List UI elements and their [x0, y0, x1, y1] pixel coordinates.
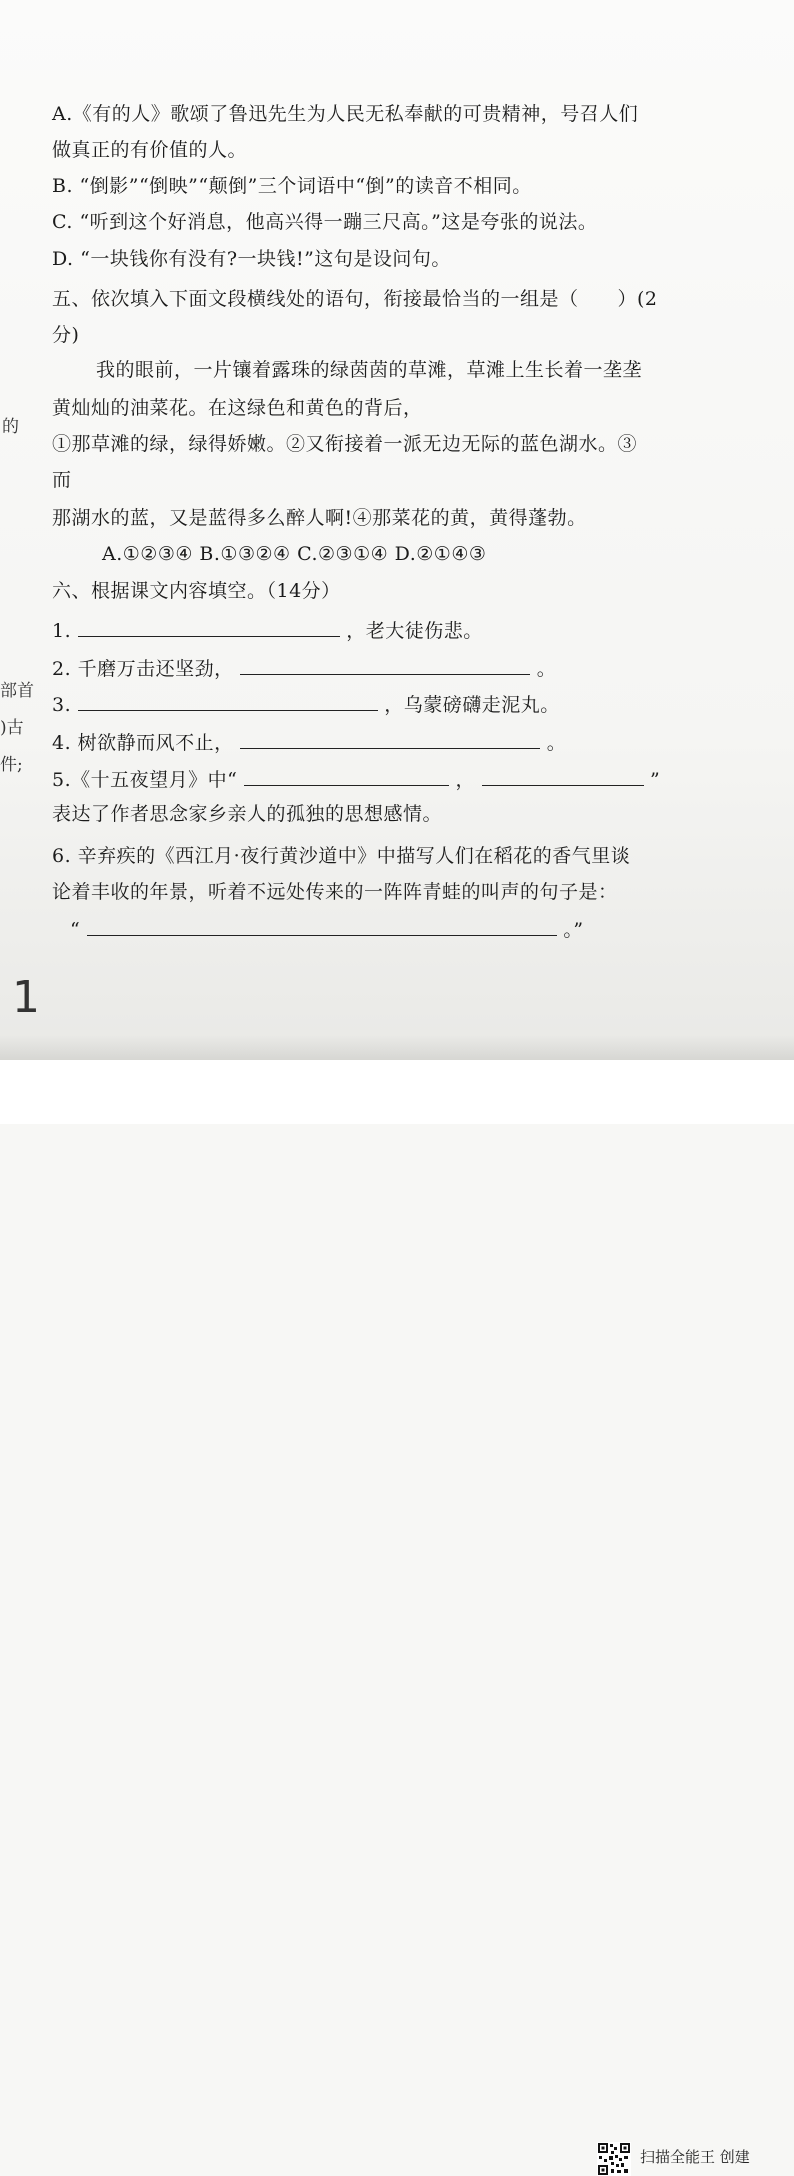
q3-suffix: ，乌蒙磅礴走泥丸。: [384, 694, 560, 716]
q6-line1: 6. 辛弃疾的《西江月·夜行黄沙道中》中描写人们在稻花的香气里谈: [52, 845, 631, 867]
section5-para-line4: 而: [52, 469, 72, 491]
section5-para-line1: 我的眼前，一片镶着露珠的绿茵茵的草滩，草滩上生长着一垄垄: [96, 359, 643, 381]
q6-open-quote: “: [70, 919, 81, 941]
margin-fragment-1: 的: [2, 417, 19, 437]
section5-para-line3: ①那草滩的绿，绿得娇嫩。②又衔接着一派无边无际的蓝色湖水。③: [52, 433, 638, 455]
q5-line2: 表达了作者思念家乡亲人的孤独的思想感情。: [52, 803, 443, 825]
q1-prefix: 1.: [52, 620, 72, 642]
section5-title-line1: 五、依次填入下面文段横线处的语句，衔接最恰当的一组是（ ）(2: [52, 288, 658, 310]
q6-close-quote: 。”: [563, 919, 584, 941]
option-b: B. “倒影”“倒映”“颠倒”三个词语中“倒”的读音不相同。: [52, 175, 532, 197]
q6-answer-blank[interactable]: [87, 915, 557, 936]
q4-suffix: 。: [546, 732, 567, 754]
q5-prefix: 5.《十五夜望月》中“: [52, 769, 238, 791]
scanner-watermark-text: 扫描全能王 创建: [640, 2148, 750, 2166]
section5-para-line5: 那湖水的蓝，又是蓝得多么醉人啊!④那菜花的黄，黄得蓬勃。: [52, 507, 587, 529]
margin-fragment-3: )古: [0, 718, 24, 738]
option-a-line2: 做真正的有价值的人。: [52, 139, 248, 161]
q5-answer-blank-2[interactable]: [482, 765, 644, 786]
question-4: [52, 728, 566, 756]
scanned-page: [0, 0, 794, 1060]
q5-mid: ，: [455, 769, 475, 791]
option-d: D. “一块钱你有没有?一块钱!”这句是设问句。: [52, 248, 451, 270]
section5-title-line2: 分): [52, 324, 80, 346]
question-5: [52, 765, 660, 793]
q2-prefix: 2. 千磨万击还坚劲，: [52, 658, 234, 680]
q5-answer-blank-1[interactable]: [244, 765, 449, 786]
q5-suffix: ”: [650, 769, 661, 791]
margin-fragment-2: 部首: [0, 681, 34, 701]
q4-answer-blank[interactable]: [240, 728, 540, 749]
q2-answer-blank[interactable]: [240, 654, 530, 675]
q1-suffix: ，老大徒伤悲。: [346, 620, 483, 642]
q6-line2: 论着丰收的年景，听着不远处传来的一阵阵青蛙的叫声的句子是：: [52, 881, 618, 903]
section6-title: 六、根据课文内容填空。（14分）: [52, 580, 341, 602]
question-1: [52, 616, 483, 644]
margin-fragment-4: 件;: [0, 755, 23, 775]
page-number: 1: [12, 972, 40, 1023]
qr-code-icon: [597, 2142, 631, 2176]
question-3: [52, 690, 560, 718]
question-2: [52, 654, 556, 682]
q4-prefix: 4. 树欲静而风不止，: [52, 732, 234, 754]
option-a-line1: A.《有的人》歌颂了鲁迅先生为人民无私奉献的可贵精神，号召人们: [52, 103, 639, 125]
q1-answer-blank[interactable]: [78, 616, 340, 637]
question-6-answer: [70, 915, 584, 943]
section5-choices: A.①②③④ B.①③②④ C.②③①④ D.②①④③: [102, 543, 487, 565]
scanner-footer: [0, 1060, 794, 2166]
q3-answer-blank[interactable]: [78, 690, 378, 711]
q3-prefix: 3.: [52, 694, 72, 716]
section5-para-line2: 黄灿灿的油菜花。在这绿色和黄色的背后，: [52, 397, 423, 419]
q2-suffix: 。: [536, 658, 557, 680]
option-c: C. “听到这个好消息，他高兴得一蹦三尺高。”这是夸张的说法。: [52, 211, 598, 233]
